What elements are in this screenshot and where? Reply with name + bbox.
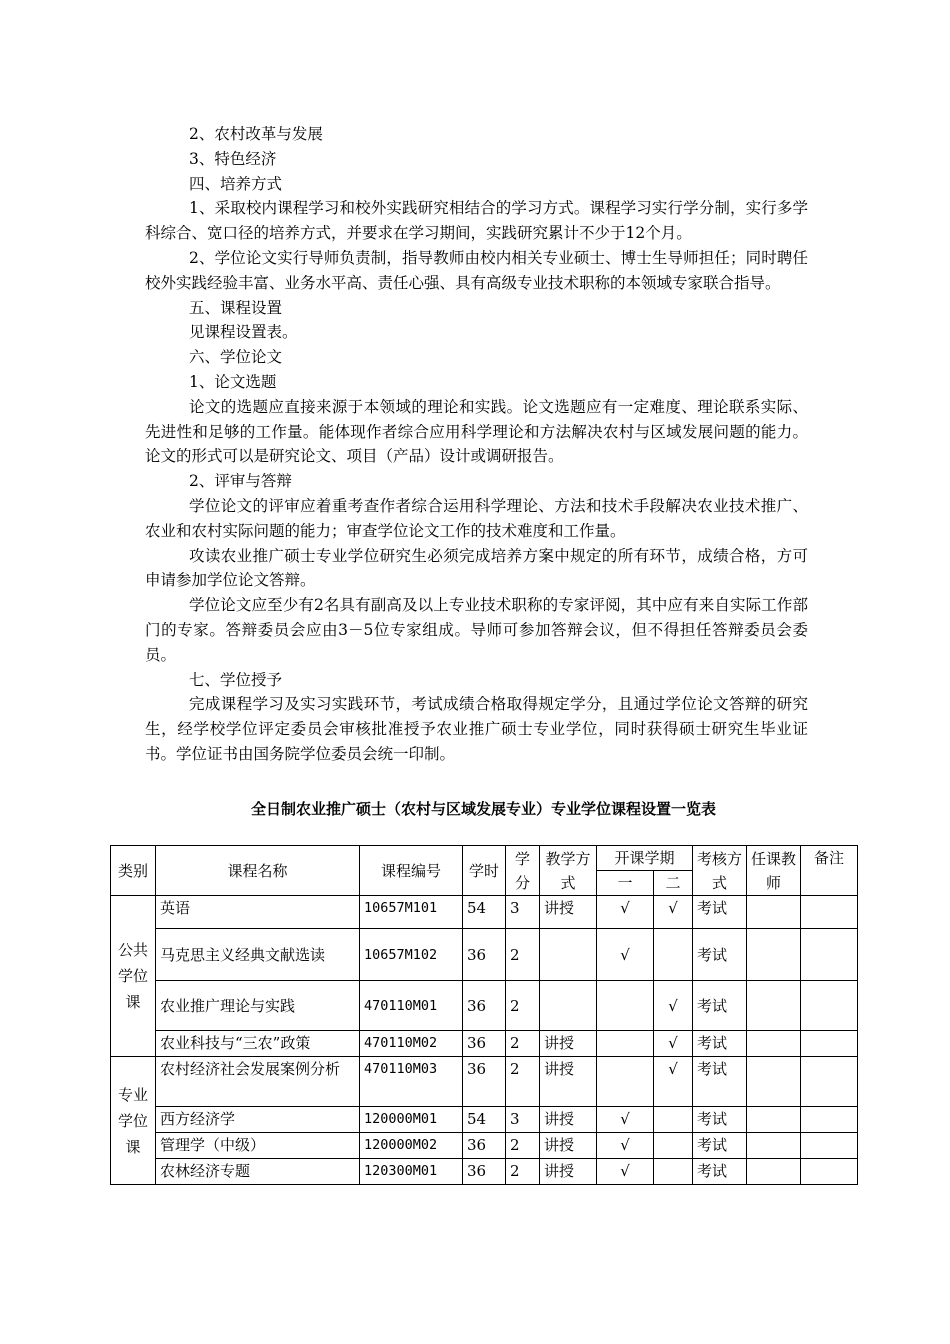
header-remark: 备注 [801, 846, 858, 896]
course-hours: 36 [463, 1057, 506, 1107]
document-body [145, 122, 808, 767]
header-sem1: 一 [597, 871, 654, 896]
course-credits: 2 [506, 1133, 540, 1159]
course-method: 讲授 [540, 1159, 597, 1185]
course-teacher [747, 896, 801, 929]
section-heading: 五、课程设置 [189, 298, 283, 317]
course-name: 农林经济专题 [156, 1159, 360, 1185]
course-hours: 36 [463, 1031, 506, 1057]
course-exam: 考试 [693, 1031, 747, 1057]
course-hours: 36 [463, 1159, 506, 1185]
table-row [111, 1133, 858, 1159]
header-exam: 考核方式 [693, 846, 747, 896]
course-remark [801, 929, 858, 981]
course-sem1: √ [597, 1133, 654, 1159]
course-table [110, 845, 858, 1185]
header-credits: 学分 [506, 846, 540, 896]
course-code: 120300M01 [360, 1159, 463, 1185]
course-sem1 [597, 981, 654, 1031]
course-name: 西方经济学 [156, 1107, 360, 1133]
paragraph: 完成课程学习及实习实践环节，考试成绩合格取得规定学分，且通过学位论文答辩的研究生，经学校学位评定委员会审核批准授予农业推广硕士专业学位，同时获得硕士研究生毕业证书。学位证书由国务院学位委员会统一印制。 [145, 695, 808, 763]
table-title: 全日制农业推广硕士（农村与区域发展专业）专业学位课程设置一览表 [250, 800, 716, 818]
header-category: 类别 [111, 846, 156, 896]
course-code: 120000M02 [360, 1133, 463, 1159]
table-row [111, 896, 858, 929]
course-exam: 考试 [693, 896, 747, 929]
category-professional: 专业学位课 [111, 1057, 156, 1185]
course-name: 农业推广理论与实践 [156, 981, 360, 1031]
course-exam: 考试 [693, 1133, 747, 1159]
course-method: 讲授 [540, 896, 597, 929]
course-teacher [747, 981, 801, 1031]
course-remark [801, 896, 858, 929]
paragraph: 论文的选题应直接来源于本领域的理论和实践。论文选题应有一定难度、理论联系实际、先进性和足够的工作量。能体现作者综合应用科学理论和方法解决农村与区域发展问题的能力。论文的形式可以是研究论文、项目（产品）设计或调研报告。 [145, 397, 808, 466]
course-sem2: √ [654, 981, 693, 1031]
course-method: 讲授 [540, 1107, 597, 1133]
category-public: 公共学位课 [111, 896, 156, 1057]
header-teacher: 任课教师 [747, 846, 801, 896]
table-row [111, 1107, 858, 1133]
course-method: 讲授 [540, 1133, 597, 1159]
course-teacher [747, 1133, 801, 1159]
sub-heading: 2、评审与答辩 [189, 472, 292, 491]
course-credits: 3 [506, 1107, 540, 1133]
course-exam: 考试 [693, 1107, 747, 1133]
course-code: 120000M01 [360, 1107, 463, 1133]
paragraph: 攻读农业推广硕士专业学位研究生必须完成培养方案中规定的所有环节，成绩合格，方可申请参加学位论文答辩。 [145, 546, 808, 590]
course-code: 470110M02 [360, 1031, 463, 1057]
course-hours: 54 [463, 896, 506, 929]
header-code: 课程编号 [360, 846, 463, 896]
course-name: 管理学（中级） [156, 1133, 360, 1159]
header-semester: 开课学期 [597, 846, 693, 871]
course-exam: 考试 [693, 981, 747, 1031]
course-exam: 考试 [693, 1057, 747, 1107]
paragraph: 2、学位论文实行导师负责制，指导教师由校内相关专业硕士、博士生导师担任；同时聘任校外实践经验丰富、业务水平高、责任心强、具有高级专业技术职称的本领域专家联合指导。 [145, 248, 808, 292]
table-row [111, 981, 858, 1031]
course-method [540, 981, 597, 1031]
header-hours: 学时 [463, 846, 506, 896]
course-sem2: √ [654, 1057, 693, 1107]
course-remark [801, 1133, 858, 1159]
course-sem1: √ [597, 1107, 654, 1133]
course-code: 10657M101 [360, 896, 463, 929]
course-remark [801, 1107, 858, 1133]
course-credits: 2 [506, 1057, 540, 1107]
course-sem2 [654, 1133, 693, 1159]
course-hours: 36 [463, 981, 506, 1031]
course-sem1 [597, 1057, 654, 1107]
course-exam: 考试 [693, 929, 747, 981]
course-method: 讲授 [540, 1031, 597, 1057]
course-sem2: √ [654, 896, 693, 929]
course-name: 农业科技与“三农”政策 [156, 1031, 360, 1057]
course-sem2 [654, 1107, 693, 1133]
course-credits: 2 [506, 1031, 540, 1057]
course-exam: 考试 [693, 1159, 747, 1185]
header-method: 教学方式 [540, 846, 597, 896]
course-teacher [747, 1031, 801, 1057]
course-teacher [747, 1107, 801, 1133]
course-method: 讲授 [540, 1057, 597, 1107]
paragraph: 2、农村改革与发展 [189, 125, 323, 143]
header-row [111, 846, 858, 871]
header-sem2: 二 [654, 871, 693, 896]
course-hours: 36 [463, 1133, 506, 1159]
table-row [111, 1031, 858, 1057]
course-remark [801, 981, 858, 1031]
course-name: 农村经济社会发展案例分析 [156, 1057, 360, 1107]
table-row [111, 1159, 858, 1185]
course-name: 英语 [156, 896, 360, 929]
course-teacher [747, 1159, 801, 1185]
table-row [111, 929, 858, 981]
course-remark [801, 1159, 858, 1185]
paragraph: 见课程设置表。 [189, 323, 298, 342]
course-credits: 2 [506, 1159, 540, 1185]
course-credits: 3 [506, 896, 540, 929]
section-heading: 六、学位论文 [189, 348, 283, 367]
course-code: 470110M01 [360, 981, 463, 1031]
table-row [111, 1057, 858, 1107]
paragraph: 学位论文应至少有2名具有副高及以上专业技术职称的专家评阅，其中应有来自实际工作部门的专家。答辩委员会应由3－5位专家组成。导师可参加答辩会议，但不得担任答辩委员会委员。 [145, 596, 808, 664]
sub-heading: 1、论文选题 [189, 372, 277, 391]
course-remark [801, 1031, 858, 1057]
course-teacher [747, 1057, 801, 1107]
paragraph: 1、采取校内课程学习和校外实践研究相结合的学习方式。课程学习实行学分制，实行多学科综合、宽口径的培养方式，并要求在学习期间，实践研究累计不少于12个月。 [145, 199, 808, 243]
course-sem1 [597, 1031, 654, 1057]
course-sem1: √ [597, 929, 654, 981]
section-heading: 七、学位授予 [189, 670, 283, 689]
paragraph: 学位论文的评审应着重考查作者综合运用科学理论、方法和技术手段解决农业技术推广、农业和农村实际问题的能力；审查学位论文工作的技术难度和工作量。 [145, 496, 808, 540]
course-sem1: √ [597, 1159, 654, 1185]
course-sem2: √ [654, 1031, 693, 1057]
course-teacher [747, 929, 801, 981]
course-code: 10657M102 [360, 929, 463, 981]
course-name: 马克思主义经典文献选读 [156, 929, 360, 981]
course-credits: 2 [506, 929, 540, 981]
course-sem2 [654, 1159, 693, 1185]
course-hours: 36 [463, 929, 506, 981]
header-name: 课程名称 [156, 846, 360, 896]
course-remark [801, 1057, 858, 1107]
paragraph: 3、特色经济 [189, 149, 277, 168]
course-method [540, 929, 597, 981]
course-credits: 2 [506, 981, 540, 1031]
course-code: 470110M03 [360, 1057, 463, 1107]
section-heading: 四、培养方式 [189, 174, 283, 193]
course-sem2 [654, 929, 693, 981]
course-hours: 54 [463, 1107, 506, 1133]
course-sem1: √ [597, 896, 654, 929]
